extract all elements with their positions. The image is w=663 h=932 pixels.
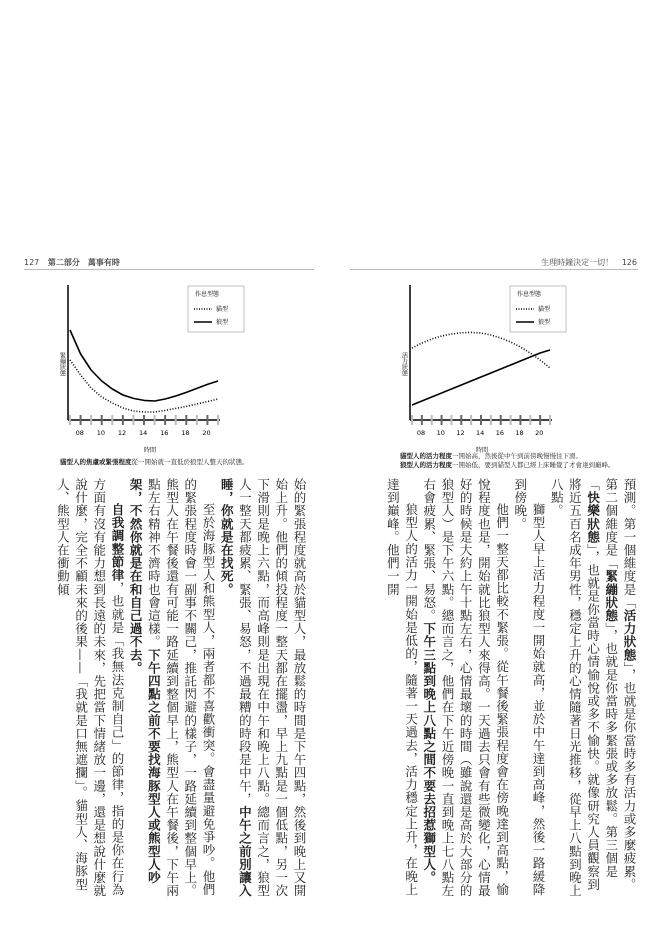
right-text-p2: 獅型人早上活力程度一開始就高，並於中午達到高峰，然後一路緩降到傍晚。 [512,478,546,896]
left-text-p1a: 始的緊張程度就高於貓型人，最放鬆的時間是下午四點，然後到晚上又開始上升。他們的傾 [273,478,307,898]
right-caption-text-2: 一開始低，要到貓型人都已經上床睡覺了才會達到巔峰。 [452,461,615,469]
right-paragraph-1 [547,478,638,898]
legend-title: 作息型態 [517,291,542,298]
left-page-header [24,257,120,268]
x-tick-label: 08 [416,429,426,437]
right-caption-bold-1: 貓型人的活力程度 [400,452,452,460]
x-tick-label: 12 [117,429,127,437]
right-chart [392,280,632,455]
left-text-p2a: 至於海豚型人和熊型人，兩者都不喜歡衝突。會盡量避免爭吵。他們的緊張程度時會一副事不關己，推託閃避的樣子，一路延續到整個早上。熊型人在午餐後還有可能一路延續到整個早上，熊型人在午餐後，下午兩點左右精神不濟時也會這樣。 [146,478,216,898]
x-tick-label: 18 [515,429,524,437]
x-tick-label: 10 [436,429,445,437]
right-text-p1d: 緊繃狀態 [603,569,619,623]
right-chart-caption [400,452,640,470]
right-caption-bold-2: 狼型人的活力程度 [400,461,452,469]
left-section-title: 第二部分 萬事有時 [47,258,120,267]
x-tick-label: 12 [456,429,465,437]
legend-label-cat: 貓型 [538,306,551,313]
right-text-p1b: 活力狀態 [622,609,637,662]
x-tick-label: 14 [139,429,148,437]
right-text-p3: 他們一整天都比較不緊張。從午餐後緊張程度會在傍晚達到高點，愉悅程度也是，開始就比狼型人來得高。一天過去只會有些微變化，心情最好的時候是大約上午十點左右，心情最壞的時間（雖說還是高於大部分的狼型人）是下午六點。總而言之，他們在下午近傍晚一直到晚上七八點左右會疲累、緊張、易怒。 [421,478,510,898]
legend-label-cat: 貓型 [216,306,229,313]
left-text-p1b: 投程度一整天都在擺盪，早上九點是一個低點，另一次下滑則是晚上六點，而高峰則是出現在中午和晚上八點。總而言之，狼型人一整天都疲累、緊張、易怒，不過最糟的時段是中午， [237,478,289,898]
right-page-number: 126 [621,258,637,267]
right-header-rule [350,269,638,270]
series-line-0 [70,360,218,412]
right-paragraph-3 [420,478,511,898]
left-page-number: 127 [24,258,40,267]
left-text-p1c: 中午之前別讓入睡，你就是在找死。 [219,478,253,898]
x-tick-label: 16 [495,429,504,437]
x-tick-label: 14 [476,429,485,437]
y-axis-label: 緊繃狀態 [58,352,66,376]
right-text-p1f: 快樂狀態 [585,491,601,544]
right-caption-text-1: 一開始高，然後從中午到前傍晚慢慢往下滑。 [452,452,582,460]
x-axis-label: 時間 [144,447,157,454]
left-chart-svg [40,280,280,455]
right-chart-svg [392,280,632,455]
left-header-rule [24,269,314,270]
legend-label-wolf: 狼型 [538,319,551,326]
x-tick-label: 10 [96,429,105,437]
left-text-p3b: ，也就是「我無法克制自己」的節律，指的是你在行為方面有沒有能力想到長遠的未來，先把當下情緒放一邊，還是想說什麼就說什麼，完全不顧未來的後果——「我就是口無遮攔」。貓型人、海豚型人、熊型人在衝動傾 [55,478,125,898]
right-caption-line-1 [400,452,640,461]
x-tick-label: 20 [535,429,544,437]
left-chart [40,280,280,455]
right-paragraph-2 [511,478,547,898]
right-text-p4: 狼型人的活力一開始是低的，隨著一天過去，活力穩定上升，在晚上達到巔峰。他們一開 [385,478,419,896]
left-caption-bold: 貓型人的焦慮或緊張程度 [60,458,132,466]
left-chart-caption [60,458,300,467]
right-paragraph-4 [383,478,419,898]
right-text-p1g: 」，也就是你當時心情愉悅或多不愉快。就像研究人員觀察到將近五百名成年男性，穩定上升的心情隨著日光推移，從早上八點到晚上八點。 [549,478,601,898]
right-body-text [356,478,638,898]
right-text-p1a: 預測。第一個維度是「 [622,478,637,609]
right-book-title: 生理時鐘決定一切！ [541,258,614,267]
legend-label-wolf: 狼型 [216,319,229,326]
legend-title: 作息型態 [195,291,220,298]
left-caption-text: 從一開始就一直低於狼型人整天的狀態。 [131,458,249,466]
left-paragraph-2 [126,478,217,898]
left-body-text [24,478,308,898]
y-axis-label: 活力狀態 [400,352,408,376]
left-paragraph-1 [217,478,308,898]
series-line-1 [412,350,550,405]
left-text-p2b: 下午四點之前不要找海豚型人或熊型人吵架，不然你就是在和自己過不去。 [128,478,162,885]
right-text-p3b: 下午三點到晚上八點之間不要去招惹獅型人。 [421,622,437,885]
x-tick-label: 16 [160,429,169,437]
left-text-p3a: 自我調整節律 [109,503,125,582]
series-line-1 [70,330,218,401]
series-line-0 [412,332,550,368]
x-tick-label: 20 [202,429,211,437]
right-text-p1e: 」，也就是你當時多緊張或多放鬆。第三個是「 [585,478,619,878]
right-text-p1c: 」，也就是你當時多有活力或多麼疲累。第二個維度是「 [603,478,637,891]
x-tick-label: 08 [75,429,84,437]
x-tick-label: 18 [181,429,190,437]
right-caption-line-2 [400,461,640,470]
right-page-header [541,257,637,268]
x-axis-label: 時間 [476,447,489,454]
left-paragraph-3 [53,478,126,898]
